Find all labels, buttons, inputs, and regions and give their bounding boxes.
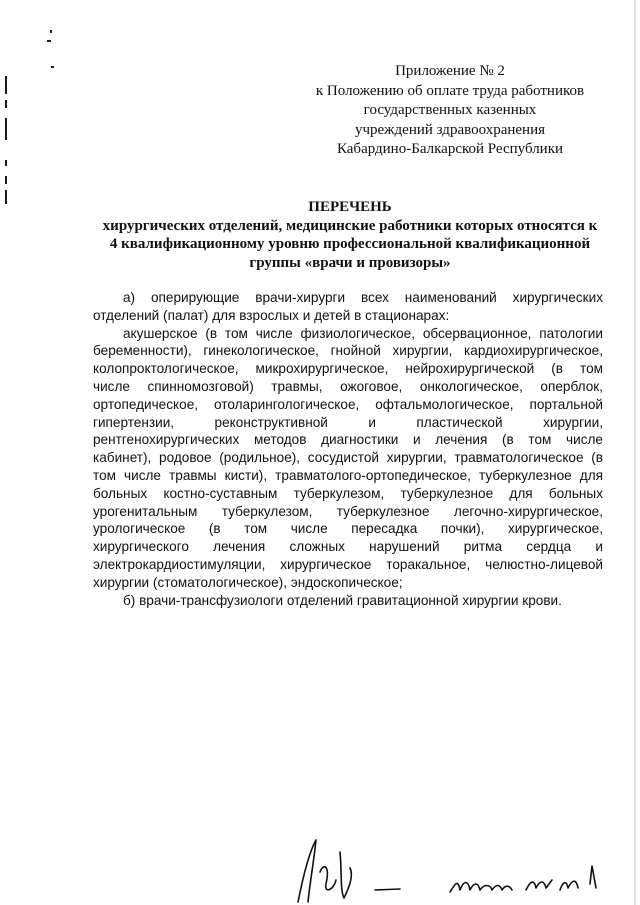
scan-mark: [5, 160, 7, 166]
annex-header: [300, 62, 600, 160]
document-body: [93, 289, 603, 609]
scan-mark: [5, 76, 7, 94]
department-list-line: том числе травмы кисти), травматолого-ортопедическое, туберкулезное для: [93, 467, 603, 483]
paragraph-a-line: отделений (палат) для взрослых и детей в стационарах:: [93, 307, 450, 323]
paragraph-b-line: б) врачи-трансфузиологи отделений гравитационной хирургии крови.: [123, 592, 562, 608]
annex-line: государственных казенных: [363, 102, 537, 118]
department-list-line: беременности), гинекологическое, гнойной хирургии, кардиохирургическое,: [93, 343, 603, 359]
scan-mark: [50, 30, 52, 33]
department-list-line: числе спинномозговой) травмы, ожоговое, онкологическое, оперблок,: [93, 378, 603, 394]
paragraph-a-line: а) оперирующие врачи-хирурги всех наименований хирургических: [123, 290, 603, 305]
document-subtitle-line: хирургических отделений, медицинские работники которых относятся к: [102, 217, 598, 234]
department-list-line: урогенитальным туберкулезом, туберкулезное легочно-хирургическое,: [93, 503, 603, 519]
document-subtitle-line: 4 квалификационному уровню профессиональной квалификационной: [109, 236, 591, 252]
document-title: ПЕРЕЧЕНЬ: [308, 199, 392, 215]
department-list-line: ортопедическое, отоларингологическое, офтальмологическое, портальной: [93, 396, 603, 412]
department-list-line: кабинет), родовое (родильное), сосудистой хирургии, травматологическое (в: [93, 450, 603, 466]
document-heading: [80, 198, 620, 272]
document-subtitle-line: группы «врачи и провизоры»: [249, 254, 451, 271]
department-list-line: хирургии (стоматологическое), эндоскопическое;: [93, 574, 403, 590]
scan-mark: [5, 176, 7, 184]
department-list-line: урологическое (в том числе пересадка почки), хирургическое,: [93, 521, 603, 537]
department-list-line: колопроктологическое, микрохирургическое, нейрохирургической (в том: [93, 361, 603, 377]
department-list-line: электрокардиостимуляции, хирургическое торакальное, челюстно-лицевой: [93, 556, 603, 572]
scan-mark: [47, 40, 51, 42]
department-list-line: акушерское (в том числе физиологическое, обсервационное, патологии: [123, 325, 603, 341]
scan-mark: [5, 190, 7, 204]
department-list-line: больных костно-суставным туберкулезом, туберкулезное для больных: [93, 485, 603, 501]
handwritten-signature: [290, 832, 630, 905]
annex-line: Приложение № 2: [395, 63, 505, 79]
department-list-line: хирургического лечения сложных нарушений ритма сердца и: [93, 539, 603, 555]
annex-line: учреждений здравоохранения: [354, 121, 546, 138]
annex-line: Кабардино-Балкарской Республики: [336, 141, 564, 157]
annex-line: к Положению об оплате труда работников: [315, 82, 585, 99]
scan-mark: [634, 0, 636, 905]
department-list-line: рентгенохирургических методов диагностики и лечения (в том числе: [93, 432, 603, 448]
scan-mark: [51, 66, 54, 68]
scan-mark: [5, 100, 7, 108]
scan-mark: [5, 118, 7, 140]
department-list-line: гипертензии, реконструктивной и пластической хирургии,: [93, 414, 603, 430]
